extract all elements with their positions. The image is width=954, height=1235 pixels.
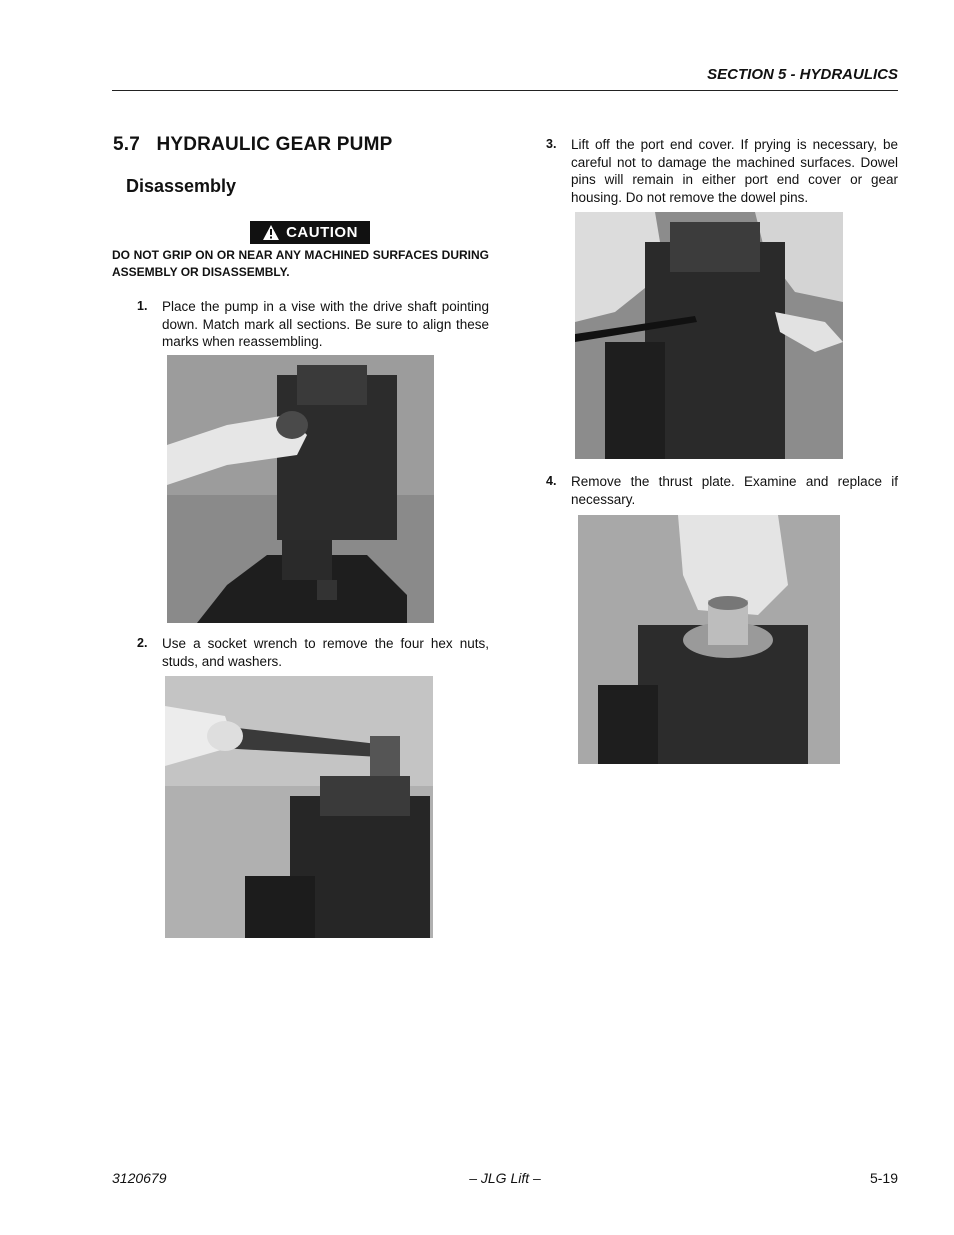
- caution-banner: [250, 221, 370, 244]
- step-number: 2.: [137, 636, 148, 650]
- step-number: 4.: [546, 474, 557, 488]
- section-heading: 5.7 HYDRAULIC GEAR PUMP: [113, 134, 393, 155]
- step-text: Lift off the port end cover. If prying is necessary, be careful not to damage the machined surfaces. Dowel pins will remain in either port end cover or gear housing. Do not remove the dowel pins.: [571, 137, 898, 205]
- photo-pump-in-vise: [167, 355, 434, 623]
- subheading: Disassembly: [126, 176, 237, 196]
- section-title: SECTION 5 - HYDRAULICS: [707, 66, 898, 83]
- step-text: Remove the thrust plate. Examine and replace if necessary.: [571, 474, 898, 507]
- footer-brand: – JLG Lift –: [469, 1170, 541, 1186]
- page-header: [112, 64, 898, 91]
- photo-lift-port-end-cover: [575, 212, 843, 459]
- doc-number: 3120679: [112, 1170, 167, 1186]
- step-text: Use a socket wrench to remove the four hex nuts, studs, and washers.: [162, 636, 489, 669]
- photo-socket-wrench: [165, 676, 433, 938]
- caution-label: CAUTION: [286, 224, 358, 241]
- photo-remove-thrust-plate: [578, 515, 840, 764]
- warning-icon: [262, 224, 280, 241]
- step-number: 3.: [546, 137, 557, 151]
- page-footer: [112, 1170, 898, 1188]
- caution-text: DO NOT GRIP ON OR NEAR ANY MACHINED SURFACES DURING ASSEMBLY OR DISASSEMBLY.: [112, 248, 489, 279]
- page-number: 5-19: [869, 1170, 898, 1186]
- step-text: Place the pump in a vise with the drive shaft pointing down. Match mark all sections. Be sure to align these marks when reassembling.: [162, 299, 489, 349]
- step-number: 1.: [137, 299, 148, 313]
